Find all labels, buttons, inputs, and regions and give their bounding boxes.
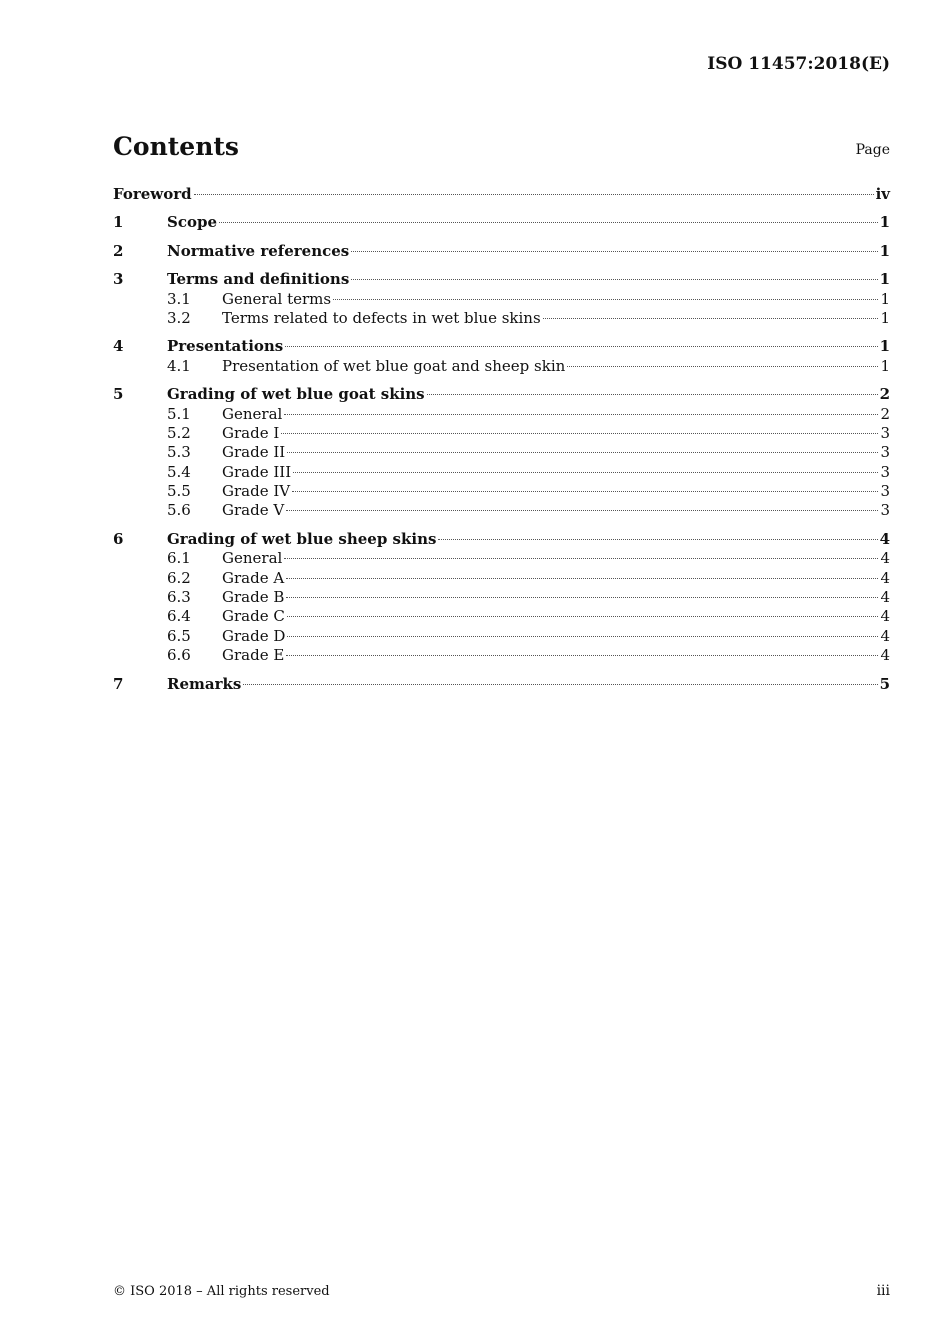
toc-leader-dots: [351, 279, 877, 280]
toc-leader-dots: [286, 510, 878, 511]
toc-entry-page: 4: [880, 646, 890, 665]
toc-entry-label: Grade IV: [222, 482, 291, 501]
toc-entry-number: 5.4: [167, 462, 191, 481]
toc-leader-dots: [194, 194, 874, 195]
toc-entry[interactable]: [113, 270, 890, 289]
toc-entry[interactable]: [113, 405, 890, 424]
toc-leader-dots: [286, 597, 878, 598]
page-title: Contents: [113, 132, 240, 161]
toc-entry-number: 6.1: [167, 549, 191, 568]
toc-entry-label: Remarks: [167, 674, 242, 693]
toc-leader-dots: [284, 558, 878, 559]
toc-entry[interactable]: [113, 501, 890, 520]
toc-leader-dots: [243, 684, 877, 685]
toc-entry-page: 2: [880, 404, 890, 423]
toc-entry-page: 4: [880, 568, 890, 587]
toc-entry-label: Grade C: [222, 607, 285, 626]
toc-entry-page: 4: [879, 529, 890, 548]
toc-entry-label: Grading of wet blue goat skins: [167, 385, 425, 404]
toc-entry[interactable]: [113, 675, 890, 694]
toc-entry-label: Grade D: [222, 626, 286, 645]
toc-entry-label: General terms: [222, 289, 332, 308]
copyright-notice: © ISO 2018 – All rights reserved: [113, 1284, 330, 1299]
table-of-contents: [113, 185, 890, 694]
toc-entry-number: 2: [113, 241, 124, 260]
toc-entry[interactable]: [113, 463, 890, 482]
toc-entry-number: 5.2: [167, 423, 191, 442]
toc-entry-number: 7: [113, 674, 124, 693]
toc-entry[interactable]: [113, 357, 890, 376]
toc-entry-number: 6.6: [167, 646, 191, 665]
toc-entry-label: Grade II: [222, 443, 286, 462]
toc-entry-label: Grading of wet blue sheep skins: [167, 529, 437, 548]
toc-entry-number: 3.1: [167, 289, 191, 308]
toc-entry-number: 4.1: [167, 356, 191, 375]
toc-entry-label: Terms and definitions: [167, 270, 350, 289]
toc-entry-label: General: [222, 549, 283, 568]
page-number: iii: [876, 1283, 890, 1299]
toc-entry-label: Grade I: [222, 423, 280, 442]
toc-entry-page: 3: [880, 443, 890, 462]
toc-leader-dots: [351, 251, 877, 252]
toc-leader-dots: [287, 636, 878, 637]
toc-entry-page: iv: [875, 185, 890, 203]
toc-entry-page: 3: [880, 423, 890, 442]
toc-entry[interactable]: [113, 385, 890, 404]
toc-leader-dots: [285, 346, 877, 347]
toc-entry-number: 1: [113, 213, 124, 232]
toc-entry-label: Grade V: [222, 501, 285, 520]
toc-leader-dots: [293, 472, 878, 473]
toc-entry[interactable]: [113, 424, 890, 443]
toc-leader-dots: [567, 366, 878, 367]
toc-entry-number: 3.2: [167, 308, 191, 327]
toc-entry[interactable]: [113, 627, 890, 646]
toc-entry-label: Grade E: [222, 646, 285, 665]
toc-entry[interactable]: [113, 309, 890, 328]
toc-entry-page: 1: [880, 289, 890, 308]
toc-entry-page: 1: [879, 337, 890, 356]
toc-entry-page: 3: [880, 501, 890, 520]
toc-entry-label: Normative references: [167, 241, 350, 260]
toc-entry-label: Grade A: [222, 568, 285, 587]
toc-entry[interactable]: [113, 569, 890, 588]
toc-leader-dots: [438, 539, 877, 540]
page-column-header: Page: [855, 142, 890, 158]
toc-entry-number: 5: [113, 385, 124, 404]
toc-entry[interactable]: [113, 443, 890, 462]
toc-entry[interactable]: [113, 607, 890, 626]
toc-entry-label: Presentation of wet blue goat and sheep skin: [222, 356, 566, 375]
toc-entry[interactable]: [113, 213, 890, 232]
toc-entry[interactable]: [113, 530, 890, 549]
toc-entry-number: 6.2: [167, 568, 191, 587]
toc-leader-dots: [286, 578, 878, 579]
toc-entry-page: 1: [879, 241, 890, 260]
toc-entry-label: Grade B: [222, 588, 285, 607]
toc-entry-label: Foreword: [113, 185, 192, 203]
toc-entry-label: General: [222, 404, 283, 423]
toc-leader-dots: [333, 299, 878, 300]
toc-entry-page: 1: [880, 356, 890, 375]
toc-entry-page: 4: [880, 549, 890, 568]
toc-entry-page: 3: [880, 482, 890, 501]
toc-entry-number: 5.3: [167, 443, 191, 462]
toc-entry[interactable]: [113, 185, 890, 204]
toc-leader-dots: [287, 616, 879, 617]
toc-entry-page: 1: [879, 270, 890, 289]
toc-entry[interactable]: [113, 242, 890, 261]
toc-entry[interactable]: [113, 646, 890, 665]
toc-entry-page: 2: [879, 385, 890, 404]
toc-leader-dots: [281, 433, 878, 434]
toc-entry-number: 5.1: [167, 404, 191, 423]
document-id: ISO 11457:2018(E): [707, 54, 890, 74]
toc-entry-label: Scope: [167, 213, 218, 232]
toc-entry-number: 5.6: [167, 501, 191, 520]
toc-entry-label: Presentations: [167, 337, 284, 356]
toc-entry-page: 5: [879, 674, 890, 693]
toc-leader-dots: [287, 452, 878, 453]
toc-entry-number: 6.5: [167, 626, 191, 645]
toc-leader-dots: [427, 394, 878, 395]
toc-entry[interactable]: [113, 337, 890, 356]
toc-entry-number: 5.5: [167, 482, 191, 501]
toc-entry-number: 4: [113, 337, 124, 356]
toc-leader-dots: [286, 655, 878, 656]
toc-leader-dots: [284, 414, 878, 415]
toc-entry-page: 1: [880, 308, 890, 327]
toc-entry-page: 4: [880, 588, 890, 607]
toc-entry-number: 6.4: [167, 607, 191, 626]
toc-entry-number: 6.3: [167, 588, 191, 607]
toc-entry-page: 1: [879, 213, 890, 232]
toc-leader-dots: [292, 491, 878, 492]
toc-entry[interactable]: [113, 290, 890, 309]
toc-entry[interactable]: [113, 549, 890, 568]
toc-entry[interactable]: [113, 588, 890, 607]
toc-entry-page: 4: [880, 607, 890, 626]
toc-leader-dots: [543, 318, 879, 319]
toc-entry[interactable]: [113, 482, 890, 501]
toc-leader-dots: [219, 222, 878, 223]
toc-entry-label: Grade III: [222, 462, 292, 481]
toc-entry-page: 4: [880, 626, 890, 645]
toc-entry-number: 3: [113, 270, 124, 289]
toc-entry-label: Terms related to defects in wet blue skins: [222, 308, 541, 327]
toc-entry-page: 3: [880, 462, 890, 481]
toc-entry-number: 6: [113, 529, 124, 548]
